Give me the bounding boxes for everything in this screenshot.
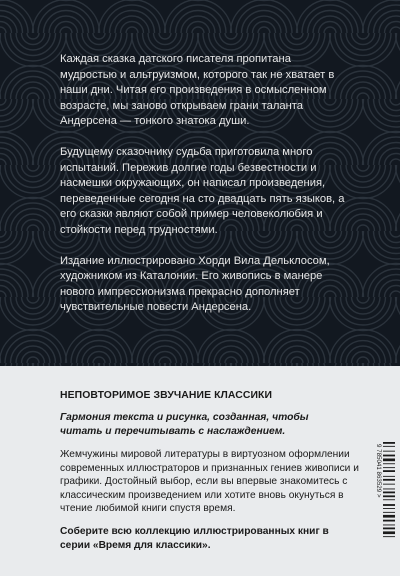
barcode-bars (383, 442, 395, 537)
annotation-paragraph-1: Каждая сказка датского писателя пропитана мудростью и альтруизмом, которого так не хватает в наши дни. Читая его произведения в осмысленном возрасте, мы заново открываем грани таланта Андерсена — тонкого знатока души. (60, 53, 335, 128)
series-description: Жемчужины мировой литературы в виртуозном оформлении современных иллюстраторов и признанных гениев живописи и графики. Достойный выбор, если вы впервые знакомитесь с классическим произведением или хотите вновь окунуться в чтение любимой книги спустя время. (60, 449, 359, 515)
annotation-paragraph-3: Издание иллюстрировано Хорди Вила Дельклосом, художником из Каталонии. Его живопись в манере нового импрессионизма прекрасно дополняет чувствительные повести Андерсена. (60, 254, 330, 314)
isbn-barcode (372, 440, 396, 560)
annotation-paragraph-2: Будущему сказочнику судьба приготовила много испытаний. Пережив долгие годы безвестности и насмешки окружающих, он написал произведения, переведенные сегодня на сто двадцать пять языков, а его сказки являют собой пример человеколюбия и стойкости перед трудностями. (60, 145, 345, 236)
isbn-digits: 9 785041 863529 > (375, 444, 382, 498)
series-heading: НЕПОВТОРИМОЕ ЗВУЧАНИЕ КЛАССИКИ (60, 390, 273, 401)
series-info-panel (0, 366, 400, 576)
series-tagline: Гармония текста и рисунка, созданная, чтобы читать и перечитывать с наслаждением. (60, 412, 309, 437)
series-call-to-action: Соберите всю коллекцию иллюстрированных книг в серии «Время для классики». (60, 526, 329, 551)
back-cover-text (60, 52, 350, 331)
